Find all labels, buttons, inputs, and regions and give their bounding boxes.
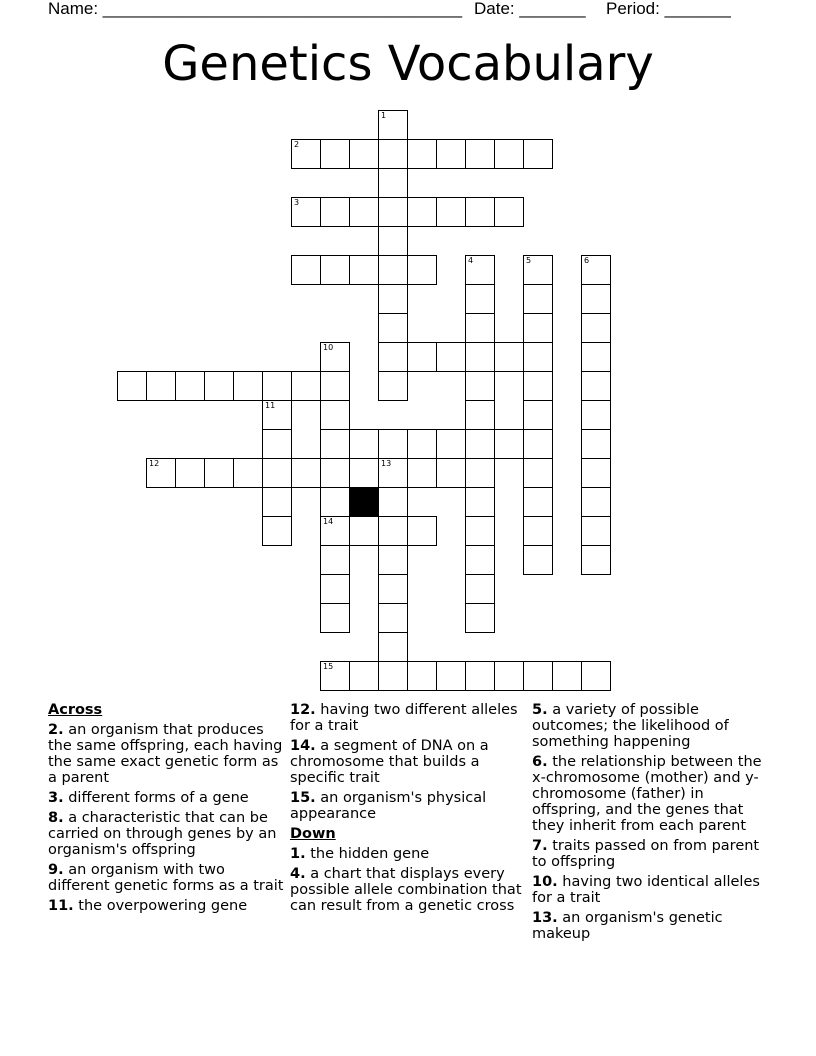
clue-text: having two different alleles for a trait	[290, 702, 518, 734]
grid-cell[interactable]	[291, 458, 321, 488]
clue-number: 3.	[48, 790, 64, 806]
grid-cell[interactable]	[581, 255, 611, 285]
clue-across-11	[48, 898, 284, 914]
grid-cell[interactable]	[262, 516, 292, 546]
grid-cell[interactable]	[378, 342, 408, 372]
grid-cell[interactable]	[581, 661, 611, 691]
cell-number: 3	[294, 198, 300, 207]
down-heading: Down	[290, 826, 336, 842]
cell-number: 2	[294, 140, 300, 149]
grid-cell[interactable]	[465, 516, 495, 546]
grid-cell[interactable]	[407, 516, 437, 546]
grid-cell[interactable]	[581, 371, 611, 401]
period-field[interactable]: Period: _______	[606, 0, 731, 18]
clue-across-12	[290, 702, 526, 734]
clue-down-13	[532, 910, 768, 942]
grid-cell[interactable]	[320, 342, 350, 372]
grid-cell[interactable]	[465, 487, 495, 517]
grid-cell[interactable]	[204, 371, 234, 401]
grid-cell[interactable]	[465, 371, 495, 401]
grid-cell[interactable]	[523, 516, 553, 546]
grid-cell[interactable]	[378, 603, 408, 633]
cell-number: 5	[526, 256, 532, 265]
grid-cell[interactable]	[291, 139, 321, 169]
grid-cell[interactable]	[378, 371, 408, 401]
grid-cell[interactable]	[349, 197, 379, 227]
clue-text: traits passed on from parent to offspring	[532, 838, 760, 870]
grid-cell[interactable]	[465, 255, 495, 285]
grid-cell[interactable]	[378, 255, 408, 285]
grid-cell[interactable]	[581, 284, 611, 314]
grid-cell[interactable]	[465, 400, 495, 430]
clue-down-7	[532, 838, 768, 870]
grid-cell[interactable]	[465, 197, 495, 227]
grid-cell[interactable]	[494, 342, 524, 372]
clue-number: 8.	[48, 810, 64, 826]
grid-cell[interactable]	[523, 487, 553, 517]
cell-number: 4	[468, 256, 474, 265]
grid-cell[interactable]	[523, 371, 553, 401]
clue-across-3	[48, 790, 284, 806]
page-title: Genetics Vocabulary	[162, 36, 654, 92]
grid-cell[interactable]	[465, 139, 495, 169]
grid-cell[interactable]	[320, 139, 350, 169]
clue-number: 1.	[290, 846, 306, 862]
grid-cell[interactable]	[320, 458, 350, 488]
grid-cell[interactable]	[407, 255, 437, 285]
crossword-grid	[117, 110, 590, 692]
worksheet-header	[48, 0, 748, 21]
clue-number: 12.	[290, 702, 316, 718]
grid-cell[interactable]	[349, 139, 379, 169]
grid-cell[interactable]	[465, 545, 495, 575]
grid-cell[interactable]	[523, 400, 553, 430]
grid-cell[interactable]	[465, 284, 495, 314]
grid-cell[interactable]	[407, 197, 437, 227]
grid-cell[interactable]	[349, 516, 379, 546]
clue-text: a chart that displays every possible allele combination that can result from a genetic cross	[290, 866, 522, 914]
grid-cell[interactable]	[378, 545, 408, 575]
cell-number: 13	[381, 459, 392, 468]
grid-cell[interactable]	[523, 255, 553, 285]
grid-cell[interactable]	[436, 429, 466, 459]
grid-cell[interactable]	[407, 429, 437, 459]
clue-across-14	[290, 738, 526, 786]
cell-number: 6	[584, 256, 590, 265]
grid-cell[interactable]	[436, 458, 466, 488]
across-heading: Across	[48, 702, 103, 718]
grid-cell[interactable]	[349, 661, 379, 691]
cell-number: 15	[323, 662, 334, 671]
clue-number: 4.	[290, 866, 306, 882]
clue-text: a segment of DNA on a chromosome that builds a specific trait	[290, 738, 489, 786]
grid-cell[interactable]	[581, 400, 611, 430]
clue-text: an organism with two different genetic forms as a trait	[48, 862, 284, 894]
clue-text: a variety of possible outcomes; the likelihood of something happening	[532, 702, 729, 750]
grid-cell[interactable]	[378, 313, 408, 343]
grid-cell[interactable]	[523, 661, 553, 691]
grid-cell[interactable]	[291, 197, 321, 227]
clue-down-1	[290, 846, 526, 862]
grid-cell[interactable]	[349, 429, 379, 459]
grid-cell[interactable]	[378, 139, 408, 169]
grid-cell[interactable]	[262, 371, 292, 401]
grid-cell[interactable]	[320, 516, 350, 546]
grid-cell[interactable]	[378, 487, 408, 517]
clue-across-8	[48, 810, 284, 858]
clue-text: the overpowering gene	[78, 898, 248, 914]
grid-cell[interactable]	[581, 313, 611, 343]
grid-cell[interactable]	[494, 661, 524, 691]
grid-cell[interactable]	[523, 313, 553, 343]
grid-cell[interactable]	[320, 255, 350, 285]
clue-number: 9.	[48, 862, 64, 878]
clue-down-6	[532, 754, 768, 834]
grid-cell[interactable]	[320, 545, 350, 575]
grid-cell[interactable]	[465, 342, 495, 372]
clue-number: 2.	[48, 722, 64, 738]
clue-number: 13.	[532, 910, 558, 926]
grid-cell[interactable]	[407, 661, 437, 691]
clue-text: the relationship between the x-chromosome (mother) and y-chromosome (father) in offspring, and the genes that they inherit from each parent	[532, 754, 762, 834]
grid-cell[interactable]	[378, 197, 408, 227]
grid-cell[interactable]	[320, 400, 350, 430]
clue-down-4	[290, 866, 526, 914]
grid-cell[interactable]	[378, 110, 408, 140]
grid-cell[interactable]	[465, 458, 495, 488]
grid-cell[interactable]	[581, 342, 611, 372]
cell-number: 11	[265, 401, 276, 410]
grid-cell[interactable]	[581, 516, 611, 546]
clues-column-2	[290, 702, 526, 918]
grid-cell[interactable]	[523, 429, 553, 459]
grid-cell[interactable]	[349, 458, 379, 488]
grid-cell[interactable]	[523, 458, 553, 488]
grid-cell[interactable]	[175, 371, 205, 401]
clue-number: 11.	[48, 898, 74, 914]
grid-cell[interactable]	[494, 197, 524, 227]
grid-cell[interactable]	[262, 487, 292, 517]
grid-cell[interactable]	[407, 342, 437, 372]
clues-column-3	[532, 702, 768, 946]
grid-cell[interactable]	[465, 429, 495, 459]
grid-cell[interactable]	[233, 371, 263, 401]
clue-text: having two identical alleles for a trait	[532, 874, 760, 906]
clue-down-10	[532, 874, 768, 906]
grid-cell[interactable]	[320, 603, 350, 633]
grid-cell[interactable]	[436, 661, 466, 691]
grid-cell[interactable]	[581, 429, 611, 459]
cell-number: 14	[323, 517, 334, 526]
clue-across-2	[48, 722, 284, 786]
grid-cell[interactable]	[262, 458, 292, 488]
grid-cell[interactable]	[465, 603, 495, 633]
grid-cell[interactable]	[436, 139, 466, 169]
grid-cell[interactable]	[494, 139, 524, 169]
grid-cell[interactable]	[581, 545, 611, 575]
grid-cell[interactable]	[465, 574, 495, 604]
grid-cell[interactable]	[581, 458, 611, 488]
clue-number: 6.	[532, 754, 548, 770]
grid-cell[interactable]	[407, 458, 437, 488]
clue-number: 14.	[290, 738, 316, 754]
grid-cell[interactable]	[378, 516, 408, 546]
grid-cell[interactable]	[117, 371, 147, 401]
clue-across-15	[290, 790, 526, 822]
grid-cell[interactable]	[349, 255, 379, 285]
grid-cell[interactable]	[581, 487, 611, 517]
grid-cell[interactable]	[320, 574, 350, 604]
grid-cell[interactable]	[204, 458, 234, 488]
name-field[interactable]: Name: ______________________________________	[48, 0, 463, 18]
date-field[interactable]: Date: _______	[474, 0, 586, 18]
grid-cell[interactable]	[378, 226, 408, 256]
grid-cell[interactable]	[233, 458, 263, 488]
blocked-cell	[349, 487, 379, 517]
grid-cell[interactable]	[523, 342, 553, 372]
grid-cell[interactable]	[378, 429, 408, 459]
grid-cell[interactable]	[320, 487, 350, 517]
clue-text: an organism's genetic makeup	[532, 910, 723, 942]
grid-cell[interactable]	[436, 342, 466, 372]
clue-number: 7.	[532, 838, 548, 854]
grid-cell[interactable]	[320, 429, 350, 459]
grid-cell[interactable]	[523, 284, 553, 314]
grid-cell[interactable]	[146, 458, 176, 488]
grid-cell[interactable]	[378, 168, 408, 198]
grid-cell[interactable]	[378, 632, 408, 662]
grid-cell[interactable]	[320, 661, 350, 691]
clue-number: 5.	[532, 702, 548, 718]
clue-text: different forms of a gene	[68, 790, 249, 806]
grid-cell[interactable]	[378, 458, 408, 488]
clue-text: a characteristic that can be carried on through genes by an organism's offspring	[48, 810, 277, 858]
clue-number: 15.	[290, 790, 316, 806]
cell-number: 10	[323, 343, 334, 352]
clue-text: the hidden gene	[310, 846, 430, 862]
grid-cell[interactable]	[436, 197, 466, 227]
grid-cell[interactable]	[494, 429, 524, 459]
grid-cell[interactable]	[320, 371, 350, 401]
grid-cell[interactable]	[146, 371, 176, 401]
grid-cell[interactable]	[291, 255, 321, 285]
grid-cell[interactable]	[291, 371, 321, 401]
cell-number: 12	[149, 459, 160, 468]
grid-cell[interactable]	[407, 139, 437, 169]
clue-number: 10.	[532, 874, 558, 890]
cell-number: 1	[381, 111, 387, 120]
grid-cell[interactable]	[465, 661, 495, 691]
clue-text: an organism that produces the same offspring, each having the same exact genetic form as a parent	[48, 722, 283, 786]
clue-across-9	[48, 862, 284, 894]
grid-cell[interactable]	[262, 429, 292, 459]
grid-cell[interactable]	[262, 400, 292, 430]
grid-cell[interactable]	[378, 574, 408, 604]
grid-cell[interactable]	[465, 313, 495, 343]
clue-text: an organism's physical appearance	[290, 790, 487, 822]
clue-down-5	[532, 702, 768, 750]
grid-cell[interactable]	[523, 139, 553, 169]
grid-cell[interactable]	[552, 661, 582, 691]
grid-cell[interactable]	[175, 458, 205, 488]
grid-cell[interactable]	[523, 545, 553, 575]
grid-cell[interactable]	[378, 284, 408, 314]
grid-cell[interactable]	[378, 661, 408, 691]
clues-column-1	[48, 702, 284, 918]
grid-cell[interactable]	[320, 197, 350, 227]
